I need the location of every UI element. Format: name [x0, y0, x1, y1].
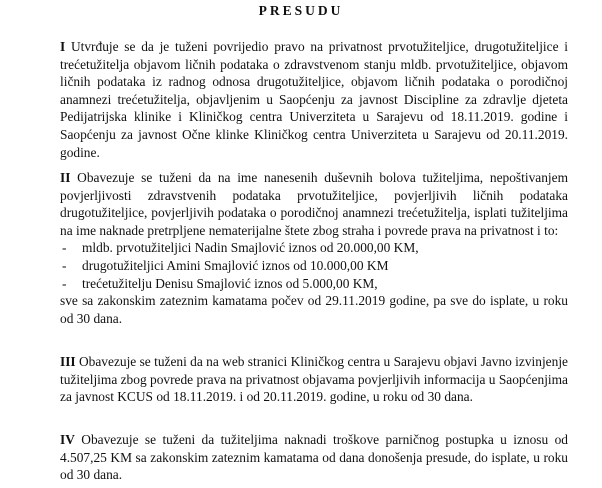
paragraph-iv — [60, 431, 568, 484]
paragraph-ii — [60, 169, 568, 327]
paragraph-number: III — [60, 354, 76, 369]
paragraph-number: IV — [60, 432, 75, 447]
list-item: - trećetužitelju Denisu Smajlović iznos od 5.000,00 KM, — [60, 275, 568, 293]
paragraph-text: Utvrđuje se da je tuženi povrijedio pravo na privatnost prvotužiteljice, drugotužiteljice i trećetužitelja objavom ličnih podataka o zdravstvenom stanju mldb. prvotužiteljice, objavom ličnih podataka iz radnog odnosa drugotužiteljice, objavom ličnih podataka o porodičnoj anamnezi trećetužitelja, objavljenim u Saopćenju za javnost Discipline za zdravlje djeteta Pedijatrijska klinike i Kliničkog centra Univerziteta u Sarajevu od 18.11.2019. godine i Saopćenju za javnost Očne klinke Kliničkog centra Univerziteta u Sarajevu od 20.11.2019. godine. — [60, 39, 568, 160]
paragraph-number: II — [60, 170, 71, 185]
paragraph-text: Obavezuje se tuženi da na web stranici Kliničkog centra u Sarajevu objavi Javno izvinjenje tužiteljima zbog povrede prava na privatnost objavama povjerljivih informacija u Saopćenjima za javnost KCUS od 18.11.2019. i od 20.11.2019. godine, u roku od 30 dana. — [60, 354, 568, 405]
paragraph-closing: sve sa zakonskim zateznim kamatama počev od 29.11.2019 godine, pa sve do isplate, u roku od 30 dana. — [60, 293, 568, 326]
document-title: PRESUDU — [258, 3, 344, 18]
award-list — [60, 239, 568, 292]
list-item: - mldb. prvotužiteljici Nadin Smajlović iznos od 20.000,00 KM, — [60, 239, 568, 257]
paragraph-text: Obavezuje se tuženi da tužiteljima naknadi troškove parničnog postupka u iznosu od 4.507,25 KM sa zakonskim zateznim kamatama od dana donošenja presude, do isplate, u roku od 30 dana. — [60, 432, 568, 483]
paragraph-iii — [60, 353, 568, 406]
paragraph-text: Obavezuje se tuženi da na ime nanesenih duševnih bolova tužiteljima, nepoštivanjem povjerljivosti zdravstvenih podataka prvotužiteljice, povjerljivih ličnih podataka drugotužiteljice, povjerljivih podataka o porodičnoj anamnezi trećetužitelja, isplati tužiteljima na ime naknade pretrpljene nematerijalne štete zbog straha i povrede prava na privatnost i to: — [60, 170, 568, 238]
list-item: - drugotužiteljici Amini Smajlović iznos od 10.000,00 KM — [60, 257, 568, 275]
paragraph-number: I — [60, 39, 66, 54]
paragraph-i — [60, 38, 568, 161]
